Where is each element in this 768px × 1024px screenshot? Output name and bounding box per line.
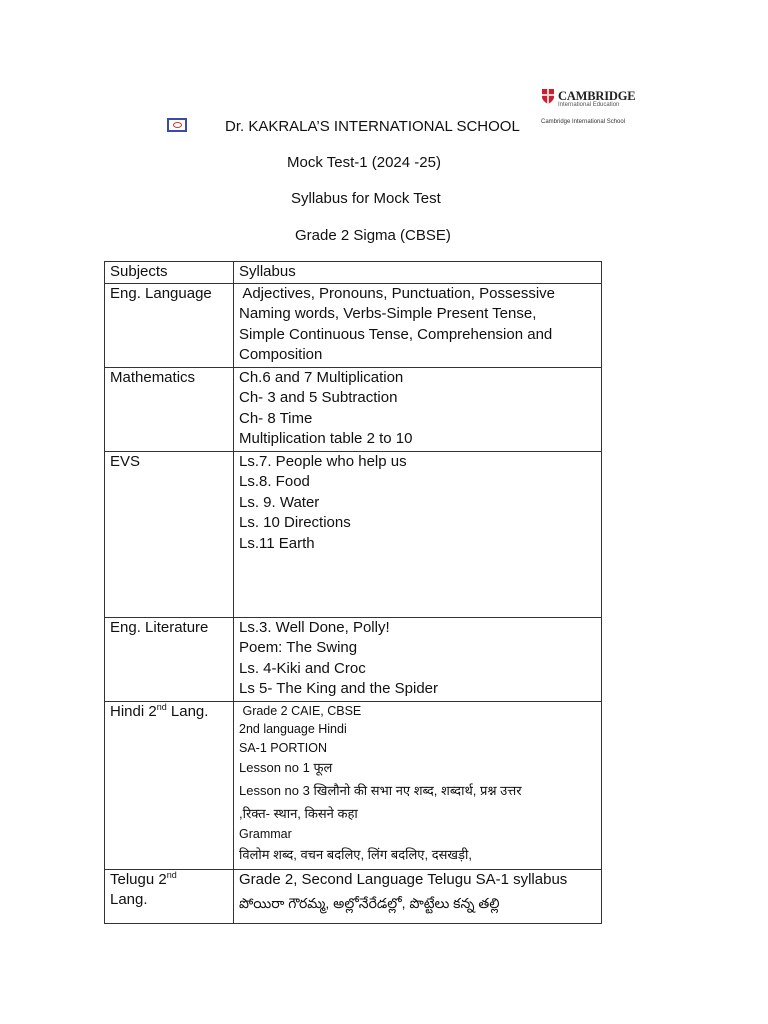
- syllabus-line: विलोम शब्द, वचन बदलिए, लिंग बदलिए, दसखड़ी,: [239, 846, 472, 862]
- cambridge-shield-icon: [541, 88, 555, 105]
- syllabus-line: ,रिक्त- स्थान, किसने कहा: [239, 806, 358, 822]
- syllabus-line: 2nd language Hindi: [239, 722, 347, 737]
- syllabus-line: Ls. 9. Water: [239, 493, 320, 511]
- header-subjects: Subjects: [105, 262, 234, 284]
- syllabus-line: Ls.3. Well Done, Polly!: [239, 618, 390, 636]
- syllabus-line: Lesson no 1 फूल: [239, 760, 333, 776]
- subject-cell: Eng. Literature: [105, 617, 234, 701]
- syllabus-table: [104, 261, 602, 924]
- table-row: [105, 451, 602, 617]
- syllabus-line: Adjectives, Pronouns, Punctuation, Possessive: [239, 284, 556, 302]
- syllabus-line: Lesson no 3 खिलौनो की सभा नए शब्द, शब्दार्थ, प्रश्न उत्तर: [239, 783, 522, 799]
- syllabus-line: Multiplication table 2 to 10: [239, 430, 413, 448]
- subject-label: Hindi 2: [110, 702, 157, 720]
- subject-label-suffix: Lang.: [166, 702, 209, 720]
- cambridge-name: CAMBRIDGE: [558, 89, 636, 103]
- syllabus-cell: [234, 617, 602, 701]
- table-header-row: [105, 262, 602, 284]
- syllabus-line: Ch.6 and 7 Multiplication: [239, 368, 404, 386]
- table-row: [105, 283, 602, 367]
- syllabus-cell: [234, 869, 602, 923]
- grade-title: Grade 2 Sigma (CBSE): [295, 227, 451, 244]
- syllabus-line: Ls.8. Food: [239, 473, 310, 491]
- syllabus-line: Simple Continuous Tense, Comprehension and: [239, 325, 553, 343]
- syllabus-line: Ls. 4-Kiki and Croc: [239, 659, 366, 677]
- table-row: [105, 617, 602, 701]
- header-syllabus: Syllabus: [234, 262, 602, 284]
- syllabus-line: పోయిరా గౌరమ్మ, అల్లోనేరేడల్లో, పొట్టేలు కన్న తల్లి: [239, 895, 500, 912]
- syllabus-line: Poem: The Swing: [239, 639, 358, 657]
- subject-cell: Eng. Language: [105, 283, 234, 367]
- syllabus-line: Grade 2, Second Language Telugu SA-1 syllabus: [239, 870, 568, 888]
- syllabus-line: Naming words, Verbs-Simple Present Tense,: [239, 305, 537, 323]
- cambridge-logo: [541, 88, 641, 125]
- syllabus-cell: [234, 451, 602, 617]
- subject-label-suffix: Lang.: [110, 891, 148, 909]
- syllabus-line: Ls.11 Earth: [239, 534, 315, 552]
- syllabus-cell: [234, 367, 602, 451]
- test-title: Mock Test-1 (2024 -25): [287, 154, 441, 171]
- syllabus-line: Ch- 8 Time: [239, 409, 313, 427]
- syllabus-line: SA-1 PORTION: [239, 740, 327, 755]
- subject-label: Telugu 2: [110, 870, 167, 888]
- table-row: [105, 701, 602, 869]
- syllabus-line: Ls. 10 Directions: [239, 514, 351, 532]
- syllabus-line: Ls 5- The King and the Spider: [239, 680, 439, 698]
- syllabus-cell: [234, 701, 602, 869]
- syllabus-title: Syllabus for Mock Test: [291, 190, 441, 207]
- cambridge-tagline: International Education: [558, 102, 620, 108]
- subject-cell: [105, 701, 234, 869]
- syllabus-line: Composition: [239, 346, 323, 364]
- subject-cell: [105, 869, 234, 923]
- school-logo-icon: [167, 118, 187, 132]
- subject-sup: nd: [156, 701, 167, 712]
- cambridge-school-label: Cambridge International School: [541, 119, 626, 125]
- table-row: [105, 367, 602, 451]
- subject-cell: Mathematics: [105, 367, 234, 451]
- syllabus-cell: [234, 283, 602, 367]
- syllabus-line: Ch- 3 and 5 Subtraction: [239, 389, 398, 407]
- table-row: [105, 869, 602, 923]
- syllabus-line: Grade 2 CAIE, CBSE: [239, 703, 362, 718]
- school-name: Dr. KAKRALA’S INTERNATIONAL SCHOOL: [225, 118, 520, 135]
- syllabus-line: Grammar: [239, 827, 292, 842]
- subject-cell: EVS: [105, 451, 234, 617]
- subject-sup: nd: [166, 869, 177, 880]
- syllabus-line: Ls.7. People who help us: [239, 452, 407, 470]
